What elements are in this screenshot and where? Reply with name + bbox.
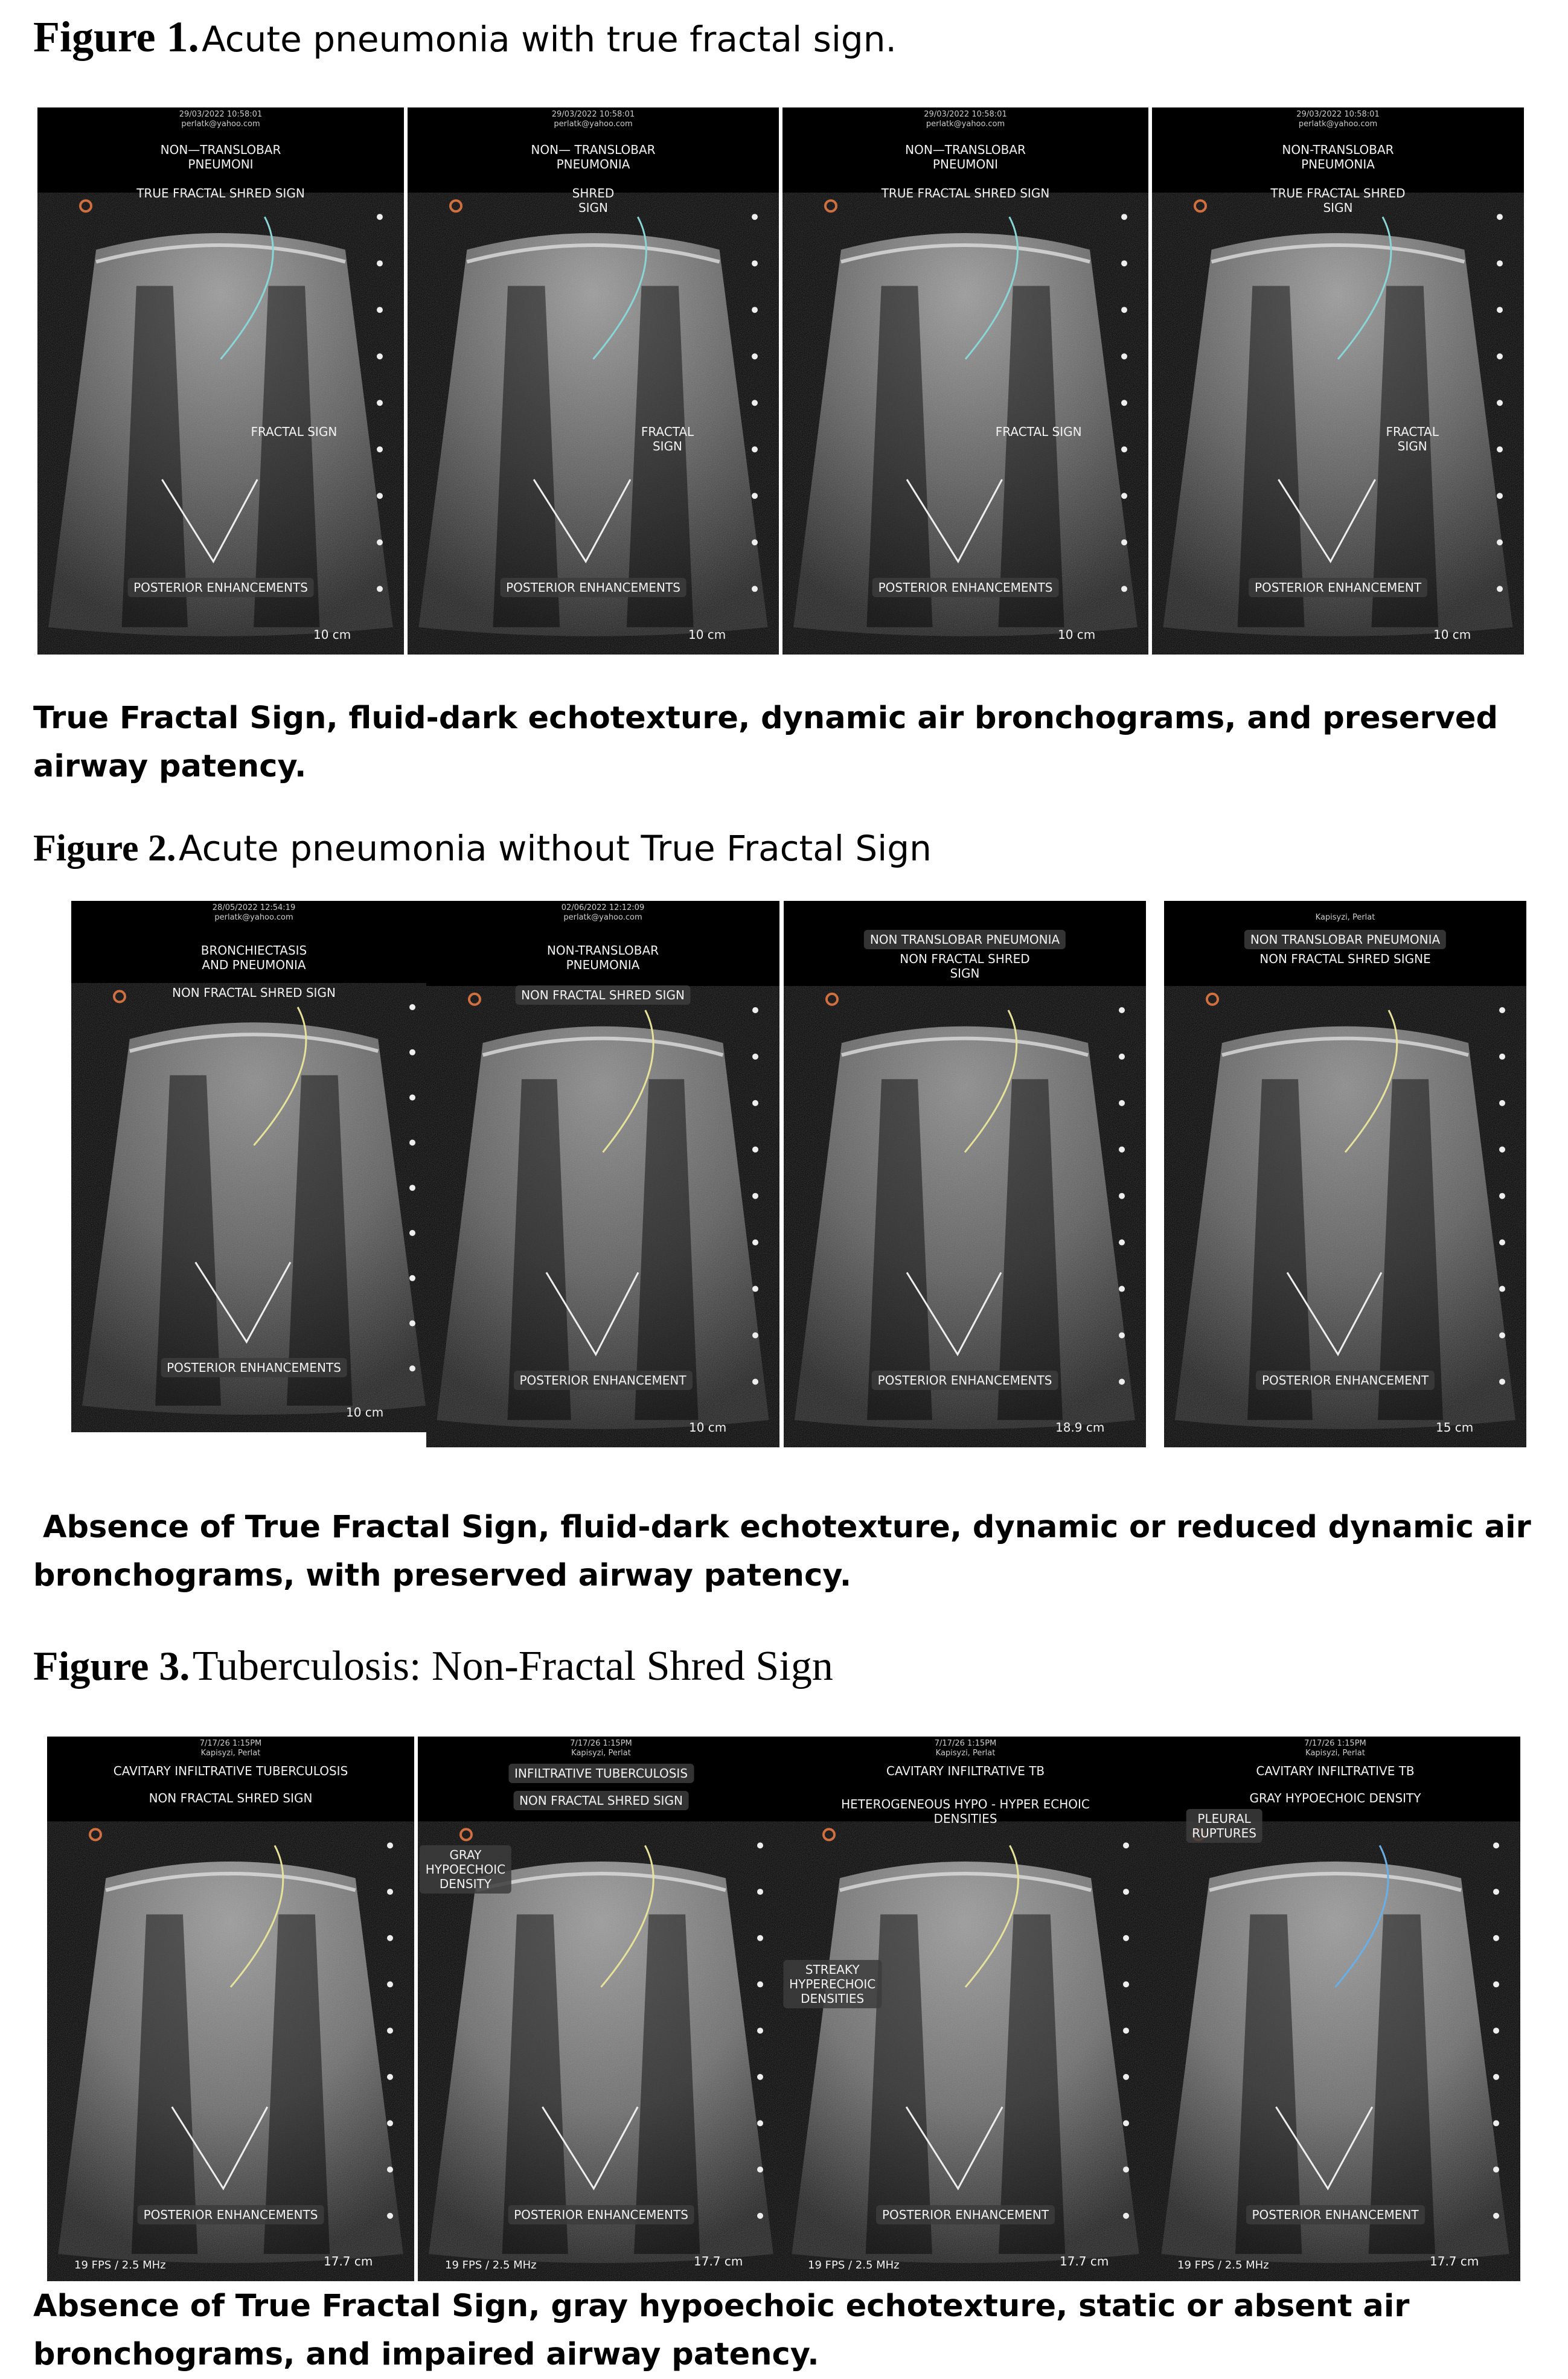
- sign-label: NON FRACTAL SHRED SIGN: [172, 985, 336, 1000]
- depth-marker: [1499, 1332, 1505, 1338]
- image-timestamp: 28/05/2022 12:54:19: [212, 903, 296, 912]
- depth-marker: [1123, 1935, 1129, 1941]
- depth-marker: [409, 1365, 415, 1371]
- depth-marker: [1119, 1054, 1125, 1060]
- depth-marker: [377, 307, 383, 313]
- depth-marker: [1121, 353, 1127, 359]
- side-annotation-label: STREAKY HYPERECHOIC DENSITIES: [783, 1960, 882, 2008]
- depth-marker: [757, 2213, 763, 2219]
- depth-marker: [387, 2074, 393, 2080]
- ultrasound-image: [71, 901, 437, 1432]
- ultrasound-image: [418, 1737, 784, 2281]
- ultrasound-scan: [426, 901, 779, 1447]
- speckle-texture: [1163, 233, 1512, 636]
- depth-marker: [1499, 1286, 1505, 1292]
- depth-marker: [1493, 2213, 1499, 2219]
- posterior-enhancement-label: POSTERIOR ENHANCEMENTS: [500, 578, 686, 597]
- frame-rate-label: 19 FPS / 2.5 MHz: [808, 2259, 900, 2272]
- image-operator: Kapisyzi, Perlat: [1305, 1749, 1365, 1758]
- probe-orientation-icon: [1195, 200, 1206, 211]
- depth-marker: [1497, 400, 1503, 406]
- depth-marker: [1121, 400, 1127, 406]
- probe-orientation-icon: [114, 991, 125, 1002]
- depth-scale-label: 17.7 cm: [1060, 2254, 1109, 2269]
- probe-orientation-icon: [80, 200, 91, 211]
- ultrasound-image: [1152, 107, 1524, 655]
- figure-1-panels: [37, 107, 1524, 655]
- depth-marker: [1497, 260, 1503, 266]
- figure-2-title: [33, 827, 932, 870]
- depth-scale-label: 10 cm: [346, 1405, 384, 1420]
- ultrasound-image: [781, 1737, 1150, 2281]
- depth-scale-label: 10 cm: [313, 627, 351, 642]
- depth-marker: [377, 353, 383, 359]
- depth-marker: [1119, 1240, 1125, 1246]
- depth-marker: [1499, 1240, 1505, 1246]
- depth-marker: [1497, 353, 1503, 359]
- probe-orientation-icon: [825, 200, 836, 211]
- probe-orientation-icon: [827, 994, 837, 1005]
- depth-marker: [387, 1935, 393, 1941]
- depth-marker: [409, 1185, 415, 1191]
- depth-marker: [409, 1230, 415, 1236]
- depth-marker: [1493, 1981, 1499, 1987]
- image-operator: Kapisyzi, Perlat: [1315, 913, 1375, 922]
- ultrasound-scan: [71, 901, 437, 1432]
- depth-marker: [409, 1139, 415, 1145]
- depth-marker: [1493, 2028, 1499, 2034]
- figure-3-panels: [47, 1737, 1528, 2281]
- diagnosis-label: NON—TRANSLOBAR PNEUMONI: [160, 142, 281, 171]
- ultrasound-image: [426, 901, 779, 1447]
- depth-marker: [409, 1004, 415, 1010]
- ultrasound-image: [47, 1737, 414, 2281]
- image-timestamp: 7/17/26 1:15PM: [570, 1739, 632, 1748]
- depth-marker: [752, 260, 758, 266]
- depth-marker: [1499, 1100, 1505, 1106]
- depth-marker: [1499, 1007, 1505, 1013]
- image-timestamp: 7/17/26 1:15PM: [199, 1739, 262, 1748]
- depth-marker: [1499, 1378, 1505, 1385]
- depth-marker: [377, 260, 383, 266]
- depth-marker: [1121, 493, 1127, 499]
- depth-marker: [752, 307, 758, 313]
- depth-marker: [1493, 1935, 1499, 1941]
- depth-marker: [1497, 586, 1503, 592]
- depth-marker: [387, 1981, 393, 1987]
- side-annotation-label: GRAY HYPOECHOIC DENSITY: [420, 1845, 511, 1894]
- sign-label: NON FRACTAL SHRED SIGN: [515, 985, 691, 1005]
- depth-marker: [1497, 214, 1503, 220]
- depth-marker: [1493, 2074, 1499, 2080]
- figure-2-caption: Absence of True Fractal Sign, fluid-dark echotexture, dynamic or reduced dynamic air bronchograms, with preserved airway patency.: [33, 1510, 1531, 1593]
- image-operator: perlatk@yahoo.com: [563, 913, 642, 922]
- speckle-texture: [48, 233, 393, 636]
- depth-marker: [1121, 586, 1127, 592]
- depth-marker: [1499, 1193, 1505, 1199]
- posterior-enhancement-label: POSTERIOR ENHANCEMENT: [1256, 1371, 1435, 1390]
- fractal-sign-label: FRACTAL SIGN: [641, 424, 694, 454]
- figure-title-text: Acute pneumonia with true fractal sign.: [202, 19, 897, 60]
- depth-marker: [387, 1842, 393, 1848]
- depth-marker: [1121, 214, 1127, 220]
- ultrasound-scan: [418, 1737, 784, 2281]
- figure-number: Figure 1.: [33, 13, 199, 61]
- depth-marker: [757, 2120, 763, 2126]
- depth-marker: [377, 400, 383, 406]
- depth-marker: [1123, 1889, 1129, 1895]
- image-timestamp: 7/17/26 1:15PM: [1304, 1739, 1366, 1748]
- depth-marker: [752, 353, 758, 359]
- speckle-texture: [429, 1862, 773, 2263]
- depth-scale-label: 10 cm: [688, 627, 726, 642]
- ultrasound-scan: [1164, 901, 1526, 1447]
- posterior-enhancement-label: POSTERIOR ENHANCEMENTS: [508, 2205, 694, 2224]
- image-operator: perlatk@yahoo.com: [926, 120, 1005, 129]
- image-operator: perlatk@yahoo.com: [554, 120, 633, 129]
- depth-marker: [1497, 307, 1503, 313]
- diagnosis-label: NON-TRANSLOBAR PNEUMONIA: [1282, 142, 1394, 171]
- diagnosis-label: CAVITARY INFILTRATIVE TB: [1256, 1764, 1415, 1778]
- sign-label: NON FRACTAL SHRED SIGN: [149, 1791, 313, 1805]
- diagnosis-label: CAVITARY INFILTRATIVE TB: [886, 1764, 1045, 1778]
- fractal-sign-label: FRACTAL SIGN: [1386, 424, 1439, 454]
- depth-marker: [1497, 493, 1503, 499]
- sign-label: SHRED SIGN: [572, 186, 615, 215]
- probe-orientation-icon: [461, 1829, 472, 1840]
- image-operator: perlatk@yahoo.com: [1298, 120, 1378, 129]
- diagnosis-label: NON—TRANSLOBAR PNEUMONI: [905, 142, 1026, 171]
- image-timestamp: 29/03/2022 10:58:01: [1296, 110, 1380, 119]
- depth-marker: [409, 1049, 415, 1055]
- figure-1-title: [33, 12, 897, 62]
- image-timestamp: 02/06/2022 12:12:09: [561, 903, 645, 912]
- posterior-enhancement-label: POSTERIOR ENHANCEMENTS: [127, 578, 314, 597]
- depth-marker: [387, 1889, 393, 1895]
- depth-scale-label: 17.7 cm: [694, 2254, 743, 2269]
- depth-scale-label: 17.7 cm: [324, 2254, 373, 2269]
- depth-marker: [1121, 307, 1127, 313]
- diagnosis-label: CAVITARY INFILTRATIVE TUBERCULOSIS: [113, 1764, 348, 1778]
- image-timestamp: 29/03/2022 10:58:01: [924, 110, 1007, 119]
- fractal-sign-label: FRACTAL SIGN: [251, 424, 338, 440]
- figure-title-text: Tuberculosis: Non-Fractal Shred Sign: [192, 1643, 833, 1689]
- figure-2-panels: [71, 901, 1502, 1447]
- ultrasound-scan: [47, 1737, 414, 2281]
- ultrasound-image: [782, 107, 1148, 655]
- diagnosis-label: NON-TRANSLOBAR PNEUMONIA: [546, 943, 659, 972]
- depth-marker: [377, 214, 383, 220]
- sign-label: TRUE FRACTAL SHRED SIGN: [1270, 186, 1406, 215]
- speckle-texture: [795, 1026, 1135, 1429]
- depth-marker: [1119, 1332, 1125, 1338]
- ultrasound-image: [408, 107, 779, 655]
- depth-marker: [409, 1275, 415, 1281]
- diagnosis-label: NON TRANSLOBAR PNEUMONIA: [864, 930, 1066, 949]
- probe-orientation-icon: [1207, 994, 1218, 1005]
- depth-marker: [1123, 1842, 1129, 1848]
- depth-marker: [387, 2213, 393, 2219]
- frame-rate-label: 19 FPS / 2.5 MHz: [1177, 2259, 1269, 2272]
- fractal-sign-label: FRACTAL SIGN: [995, 424, 1082, 440]
- depth-marker: [752, 214, 758, 220]
- depth-marker: [757, 1889, 763, 1895]
- depth-marker: [757, 2074, 763, 2080]
- depth-marker: [1123, 2166, 1129, 2172]
- diagnosis-label: INFILTRATIVE TUBERCULOSIS: [508, 1764, 694, 1783]
- depth-marker: [377, 539, 383, 545]
- image-operator: Kapisyzi, Perlat: [571, 1749, 631, 1758]
- depth-marker: [752, 1147, 758, 1153]
- depth-marker: [1499, 1147, 1505, 1153]
- image-timestamp: 29/03/2022 10:58:01: [179, 110, 263, 119]
- diagnosis-label: NON TRANSLOBAR PNEUMONIA: [1244, 930, 1446, 949]
- speckle-texture: [418, 233, 767, 636]
- depth-marker: [757, 1981, 763, 1987]
- sign-label: GRAY HYPOECHOIC DENSITY: [1249, 1791, 1421, 1805]
- figure-number: Figure 2.: [33, 828, 176, 869]
- sign-label: NON FRACTAL SHRED SIGN: [513, 1791, 689, 1810]
- posterior-enhancement-label: POSTERIOR ENHANCEMENT: [876, 2205, 1055, 2224]
- image-timestamp: 29/03/2022 10:58:01: [551, 110, 635, 119]
- depth-scale-label: 10 cm: [689, 1420, 727, 1435]
- speckle-texture: [58, 1862, 403, 2263]
- depth-marker: [387, 2166, 393, 2172]
- sign-label: TRUE FRACTAL SHRED SIGN: [136, 186, 305, 200]
- ultrasound-image: [1150, 1737, 1520, 2281]
- depth-scale-label: 17.7 cm: [1430, 2254, 1479, 2269]
- figure-3-title: [33, 1642, 833, 1691]
- depth-marker: [409, 1095, 415, 1101]
- probe-orientation-icon: [90, 1829, 101, 1840]
- depth-scale-label: 10 cm: [1433, 627, 1471, 642]
- depth-marker: [752, 1193, 758, 1199]
- depth-marker: [757, 2028, 763, 2034]
- depth-marker: [752, 1286, 758, 1292]
- depth-marker: [1499, 1054, 1505, 1060]
- posterior-enhancement-label: POSTERIOR ENHANCEMENT: [513, 1371, 692, 1390]
- depth-marker: [752, 1378, 758, 1385]
- posterior-enhancement-label: POSTERIOR ENHANCEMENT: [1246, 2205, 1424, 2224]
- depth-marker: [1123, 2074, 1129, 2080]
- sign-label: HETEROGENEOUS HYPO - HYPER ECHOIC DENSITIES: [841, 1797, 1090, 1826]
- ultrasound-image: [784, 901, 1146, 1447]
- posterior-enhancement-label: POSTERIOR ENHANCEMENTS: [161, 1358, 347, 1377]
- depth-marker: [1493, 2166, 1499, 2172]
- sign-label: TRUE FRACTAL SHRED SIGN: [881, 186, 1050, 200]
- depth-scale-label: 15 cm: [1436, 1420, 1474, 1435]
- depth-marker: [1497, 446, 1503, 452]
- depth-marker: [752, 1054, 758, 1060]
- probe-orientation-icon: [469, 994, 480, 1005]
- depth-marker: [1119, 1378, 1125, 1385]
- sign-label: NON FRACTAL SHRED SIGN: [900, 952, 1030, 981]
- speckle-texture: [437, 1026, 769, 1429]
- probe-orientation-icon: [824, 1829, 834, 1840]
- depth-marker: [1121, 446, 1127, 452]
- depth-marker: [377, 586, 383, 592]
- depth-marker: [757, 1935, 763, 1941]
- figure-title-text: Acute pneumonia without True Fractal Sign: [178, 828, 932, 869]
- depth-marker: [377, 446, 383, 452]
- depth-marker: [1119, 1286, 1125, 1292]
- posterior-enhancement-label: POSTERIOR ENHANCEMENTS: [138, 2205, 324, 2224]
- depth-marker: [1123, 2028, 1129, 2034]
- speckle-texture: [1175, 1026, 1515, 1429]
- speckle-texture: [793, 233, 1138, 636]
- depth-marker: [387, 2028, 393, 2034]
- depth-marker: [752, 493, 758, 499]
- ultrasound-scan: [784, 901, 1146, 1447]
- image-operator: perlatk@yahoo.com: [214, 913, 293, 922]
- frame-rate-label: 19 FPS / 2.5 MHz: [445, 2259, 537, 2272]
- depth-marker: [752, 539, 758, 545]
- depth-marker: [1119, 1100, 1125, 1106]
- depth-marker: [1123, 1981, 1129, 1987]
- depth-marker: [1493, 1889, 1499, 1895]
- ultrasound-image: [37, 107, 404, 655]
- diagnosis-label: NON— TRANSLOBAR PNEUMONIA: [531, 142, 656, 171]
- image-operator: perlatk@yahoo.com: [181, 120, 260, 129]
- depth-marker: [752, 1332, 758, 1338]
- posterior-enhancement-label: POSTERIOR ENHANCEMENT: [1249, 578, 1427, 597]
- figure-number: Figure 3.: [33, 1643, 190, 1689]
- depth-marker: [1497, 539, 1503, 545]
- posterior-enhancement-label: POSTERIOR ENHANCEMENTS: [872, 1371, 1058, 1390]
- depth-marker: [752, 1240, 758, 1246]
- depth-marker: [409, 1321, 415, 1327]
- image-operator: Kapisyzi, Perlat: [935, 1749, 996, 1758]
- probe-orientation-icon: [450, 200, 461, 211]
- depth-marker: [1119, 1147, 1125, 1153]
- image-operator: Kapisyzi, Perlat: [200, 1749, 261, 1758]
- speckle-texture: [1161, 1862, 1509, 2263]
- figure-1-caption: True Fractal Sign, fluid-dark echotexture, dynamic air bronchograms, and preserved airway patency.: [33, 700, 1498, 784]
- posterior-enhancement-label: POSTERIOR ENHANCEMENTS: [872, 578, 1059, 597]
- depth-marker: [387, 2120, 393, 2126]
- diagnosis-label: BRONCHIECTASIS AND PNEUMONIA: [200, 943, 307, 972]
- depth-marker: [1121, 539, 1127, 545]
- depth-marker: [752, 586, 758, 592]
- side-annotation-label: PLEURAL RUPTURES: [1186, 1809, 1262, 1843]
- depth-marker: [1121, 260, 1127, 266]
- speckle-texture: [792, 1862, 1139, 2263]
- figure-3-caption: Absence of True Fractal Sign, gray hypoechoic echotexture, static or absent air bronchograms, and impaired airway patency.: [33, 2288, 1410, 2372]
- depth-marker: [1119, 1007, 1125, 1013]
- ultrasound-image: [1164, 901, 1526, 1447]
- depth-marker: [1123, 2213, 1129, 2219]
- depth-marker: [752, 1100, 758, 1106]
- depth-marker: [1493, 1842, 1499, 1848]
- depth-marker: [377, 493, 383, 499]
- depth-marker: [1123, 2120, 1129, 2126]
- depth-marker: [752, 1007, 758, 1013]
- depth-marker: [1119, 1193, 1125, 1199]
- depth-marker: [757, 1842, 763, 1848]
- depth-marker: [752, 400, 758, 406]
- speckle-texture: [82, 1022, 426, 1415]
- image-timestamp: 7/17/26 1:15PM: [934, 1739, 997, 1748]
- depth-marker: [1493, 2120, 1499, 2126]
- depth-scale-label: 18.9 cm: [1055, 1420, 1105, 1435]
- depth-marker: [757, 2166, 763, 2172]
- depth-marker: [752, 446, 758, 452]
- sign-label: NON FRACTAL SHRED SIGNE: [1259, 952, 1431, 966]
- depth-scale-label: 10 cm: [1058, 627, 1096, 642]
- frame-rate-label: 19 FPS / 2.5 MHz: [74, 2259, 166, 2272]
